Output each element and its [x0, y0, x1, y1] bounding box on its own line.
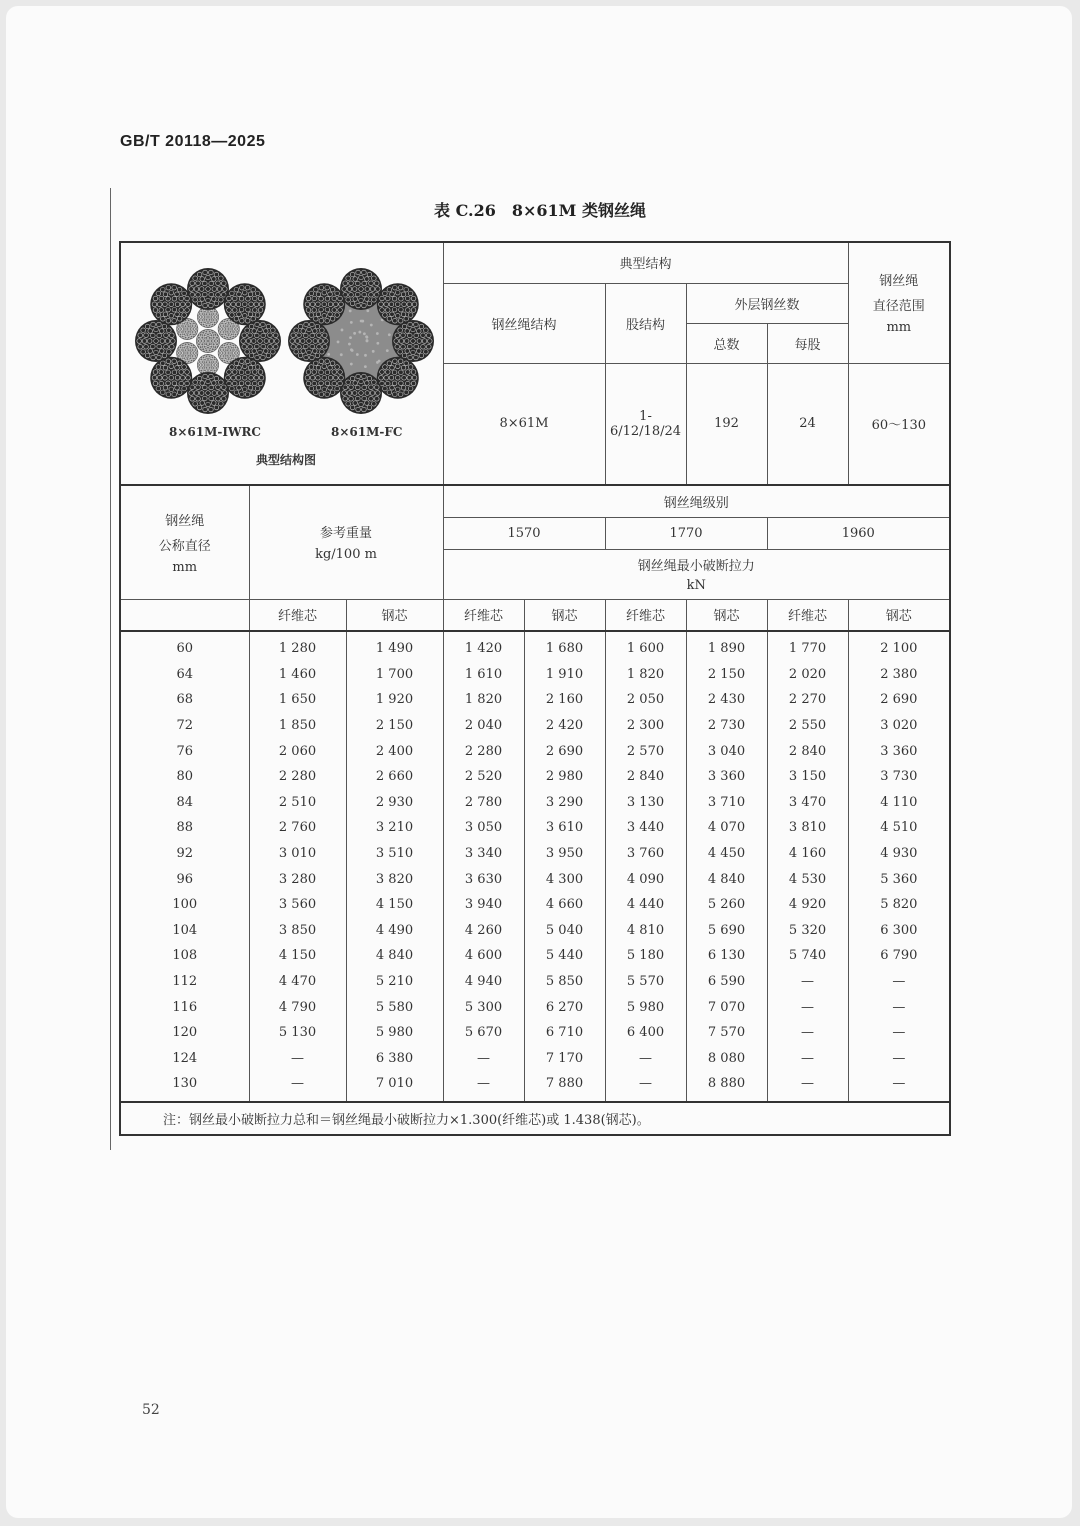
value-cell: 1 460: [249, 662, 346, 688]
nominal-diameter-cell: 104: [120, 918, 249, 944]
rope-iwrc-cross-section: [133, 266, 283, 416]
table-row: [120, 969, 950, 995]
diameter-range-header: 钢丝绳 直径范围 mm: [848, 242, 950, 363]
value-cell: 8 880: [686, 1071, 767, 1102]
nominal-diameter-cell: 116: [120, 994, 249, 1020]
nominal-diameter-cell: 88: [120, 815, 249, 841]
value-cell: 2 300: [605, 713, 686, 739]
value-cell: 1 650: [249, 687, 346, 713]
value-cell: 6 130: [686, 943, 767, 969]
core-header-blank: [120, 599, 249, 631]
value-cell: 7 570: [686, 1020, 767, 1046]
value-cell: 4 090: [605, 866, 686, 892]
nominal-diameter-cell: 72: [120, 713, 249, 739]
page-number: 52: [142, 1402, 160, 1418]
value-cell: 2 380: [848, 662, 950, 688]
nominal-diameter-cell: 76: [120, 738, 249, 764]
value-cell: 1 890: [686, 631, 767, 662]
value-cell: 3 850: [249, 918, 346, 944]
value-cell: 3 940: [443, 892, 524, 918]
value-cell: 4 450: [686, 841, 767, 867]
value-cell: 2 690: [524, 738, 605, 764]
value-cell: 2 730: [686, 713, 767, 739]
value-cell: —: [848, 1020, 950, 1046]
value-cell: 7 070: [686, 994, 767, 1020]
table-title: 表 C.26 8×61M 类钢丝绳: [434, 201, 646, 220]
value-cell: —: [767, 1046, 848, 1072]
outer-wires-per-strand-header: 每股: [767, 323, 848, 363]
value-cell: 5 980: [346, 1020, 443, 1046]
value-cell: 2 150: [346, 713, 443, 739]
table-row: [120, 1071, 950, 1102]
value-cell: 5 850: [524, 969, 605, 995]
value-cell: 2 510: [249, 790, 346, 816]
value-cell: 3 210: [346, 815, 443, 841]
grade-1960: 1960: [767, 517, 950, 549]
nominal-diameter-cell: 124: [120, 1046, 249, 1072]
value-cell: 1 600: [605, 631, 686, 662]
value-cell: 7 880: [524, 1071, 605, 1102]
value-cell: 5 180: [605, 943, 686, 969]
value-cell: 6 790: [848, 943, 950, 969]
min-breaking-force-header: 钢丝绳最小破断拉力 kN: [443, 549, 950, 599]
value-cell: 2 020: [767, 662, 848, 688]
table-row: [120, 713, 950, 739]
outer-wires-per-strand-value: 24: [767, 363, 848, 485]
value-cell: 4 510: [848, 815, 950, 841]
table-row: [120, 815, 950, 841]
value-cell: 4 150: [346, 892, 443, 918]
value-cell: 1 820: [443, 687, 524, 713]
value-cell: 1 280: [249, 631, 346, 662]
weight-fiber-core-header: 纤维芯: [249, 599, 346, 631]
table-row: [120, 943, 950, 969]
value-cell: 3 010: [249, 841, 346, 867]
margin-rule: [110, 188, 111, 1150]
value-cell: 3 280: [249, 866, 346, 892]
nominal-diameter-cell: 112: [120, 969, 249, 995]
nominal-diameter-cell: 120: [120, 1020, 249, 1046]
value-cell: 5 130: [249, 1020, 346, 1046]
value-cell: 4 300: [524, 866, 605, 892]
value-cell: —: [443, 1046, 524, 1072]
nominal-diameter-cell: 64: [120, 662, 249, 688]
value-cell: 1 820: [605, 662, 686, 688]
standard-code: GB/T 20118—2025: [120, 133, 266, 150]
diameter-range-value: 60～130: [848, 363, 950, 485]
outer-wires-total-header: 总数: [686, 323, 767, 363]
value-cell: 2 430: [686, 687, 767, 713]
value-cell: 2 660: [346, 764, 443, 790]
value-cell: 3 810: [767, 815, 848, 841]
value-cell: 4 150: [249, 943, 346, 969]
outer-wires-total-value: 192: [686, 363, 767, 485]
value-cell: 3 560: [249, 892, 346, 918]
value-cell: 2 550: [767, 713, 848, 739]
structure-figure-cell: [120, 242, 443, 485]
value-cell: —: [848, 1071, 950, 1102]
value-cell: 1 770: [767, 631, 848, 662]
value-cell: 3 950: [524, 841, 605, 867]
table-row: [120, 687, 950, 713]
value-cell: 2 050: [605, 687, 686, 713]
value-cell: 4 110: [848, 790, 950, 816]
value-cell: 5 570: [605, 969, 686, 995]
nominal-diameter-cell: 80: [120, 764, 249, 790]
value-cell: 8 080: [686, 1046, 767, 1072]
value-cell: 2 420: [524, 713, 605, 739]
value-cell: 2 570: [605, 738, 686, 764]
value-cell: 4 810: [605, 918, 686, 944]
value-cell: 3 040: [686, 738, 767, 764]
value-cell: 4 070: [686, 815, 767, 841]
figure-caption: 典型结构图: [255, 452, 316, 467]
value-cell: 3 510: [346, 841, 443, 867]
rope-structure-header: 钢丝绳结构: [443, 283, 605, 363]
value-cell: 3 820: [346, 866, 443, 892]
value-cell: 4 840: [686, 866, 767, 892]
value-cell: 5 040: [524, 918, 605, 944]
table-row: [120, 1020, 950, 1046]
table-row: [120, 892, 950, 918]
value-cell: 6 710: [524, 1020, 605, 1046]
value-cell: 4 940: [443, 969, 524, 995]
spec-table: [119, 241, 951, 1136]
value-cell: —: [249, 1071, 346, 1102]
table-row: [120, 1046, 950, 1072]
value-cell: 1 910: [524, 662, 605, 688]
value-cell: 2 150: [686, 662, 767, 688]
table-row: [120, 662, 950, 688]
value-cell: —: [767, 994, 848, 1020]
value-cell: 5 980: [605, 994, 686, 1020]
nominal-diameter-cell: 100: [120, 892, 249, 918]
value-cell: 5 690: [686, 918, 767, 944]
value-cell: 2 840: [767, 738, 848, 764]
value-cell: 1 850: [249, 713, 346, 739]
value-cell: 1 680: [524, 631, 605, 662]
value-cell: 2 100: [848, 631, 950, 662]
value-cell: 2 930: [346, 790, 443, 816]
value-cell: 2 520: [443, 764, 524, 790]
value-cell: 1 420: [443, 631, 524, 662]
value-cell: 2 760: [249, 815, 346, 841]
table-note: 注：钢丝最小破断拉力总和＝钢丝绳最小破断拉力×1.300(纤维芯)或 1.438(钢芯)。: [120, 1102, 950, 1135]
value-cell: 4 490: [346, 918, 443, 944]
grade-1770: 1770: [605, 517, 767, 549]
table-row: [120, 866, 950, 892]
value-cell: 6 300: [848, 918, 950, 944]
value-cell: 5 580: [346, 994, 443, 1020]
table-row: [120, 841, 950, 867]
nominal-diameter-cell: 60: [120, 631, 249, 662]
weight-steel-core-header: 钢芯: [346, 599, 443, 631]
table-row: [120, 764, 950, 790]
value-cell: 4 470: [249, 969, 346, 995]
value-cell: 3 360: [686, 764, 767, 790]
strand-structure-header: 股结构: [605, 283, 686, 363]
value-cell: —: [848, 969, 950, 995]
figure-label-iwrc: 8×61M-IWRC: [169, 424, 261, 439]
g1770-fiber-core-header: 纤维芯: [605, 599, 686, 631]
value-cell: 6 400: [605, 1020, 686, 1046]
grade-1570: 1570: [443, 517, 605, 549]
value-cell: 2 840: [605, 764, 686, 790]
value-cell: 4 920: [767, 892, 848, 918]
value-cell: 6 590: [686, 969, 767, 995]
value-cell: 2 270: [767, 687, 848, 713]
rope-grade-header: 钢丝绳级别: [443, 485, 950, 517]
nominal-diameter-cell: 130: [120, 1071, 249, 1102]
value-cell: 4 660: [524, 892, 605, 918]
value-cell: 5 440: [524, 943, 605, 969]
rope-fc-cross-section: [286, 266, 436, 416]
strand-structure-value: 1-6/12/18/24: [605, 363, 686, 485]
value-cell: 5 360: [848, 866, 950, 892]
value-cell: —: [848, 994, 950, 1020]
figure-label-fc: 8×61M-FC: [331, 424, 403, 439]
typical-structure-header: 典型结构: [443, 242, 848, 283]
value-cell: 2 040: [443, 713, 524, 739]
g1960-steel-core-header: 钢芯: [848, 599, 950, 631]
nominal-diameter-cell: 92: [120, 841, 249, 867]
value-cell: —: [767, 1071, 848, 1102]
nominal-diameter-cell: 108: [120, 943, 249, 969]
nominal-diameter-cell: 96: [120, 866, 249, 892]
value-cell: 5 740: [767, 943, 848, 969]
data-rows: [120, 631, 950, 1102]
value-cell: 5 210: [346, 969, 443, 995]
value-cell: 7 170: [524, 1046, 605, 1072]
value-cell: 4 440: [605, 892, 686, 918]
value-cell: 4 600: [443, 943, 524, 969]
value-cell: 3 440: [605, 815, 686, 841]
value-cell: 3 290: [524, 790, 605, 816]
value-cell: 3 760: [605, 841, 686, 867]
value-cell: 4 160: [767, 841, 848, 867]
value-cell: 1 490: [346, 631, 443, 662]
nominal-diameter-cell: 84: [120, 790, 249, 816]
value-cell: 2 280: [443, 738, 524, 764]
value-cell: 2 690: [848, 687, 950, 713]
value-cell: 1 610: [443, 662, 524, 688]
value-cell: 3 610: [524, 815, 605, 841]
value-cell: 4 530: [767, 866, 848, 892]
reference-weight-header: 参考重量 kg/100 m: [249, 485, 443, 599]
value-cell: 3 340: [443, 841, 524, 867]
value-cell: 2 160: [524, 687, 605, 713]
value-cell: 2 980: [524, 764, 605, 790]
value-cell: 1 920: [346, 687, 443, 713]
value-cell: 5 670: [443, 1020, 524, 1046]
value-cell: 6 270: [524, 994, 605, 1020]
value-cell: 4 930: [848, 841, 950, 867]
value-cell: 3 630: [443, 866, 524, 892]
table-row: [120, 790, 950, 816]
g1770-steel-core-header: 钢芯: [686, 599, 767, 631]
outer-wires-header: 外层钢丝数: [686, 283, 848, 323]
value-cell: —: [605, 1046, 686, 1072]
value-cell: 7 010: [346, 1071, 443, 1102]
table-row: [120, 631, 950, 662]
value-cell: 4 790: [249, 994, 346, 1020]
value-cell: —: [443, 1071, 524, 1102]
value-cell: —: [767, 1020, 848, 1046]
nominal-diameter-cell: 68: [120, 687, 249, 713]
value-cell: 3 150: [767, 764, 848, 790]
rope-structure-value: 8×61M: [443, 363, 605, 485]
g1570-fiber-core-header: 纤维芯: [443, 599, 524, 631]
nominal-diameter-header: 钢丝绳 公称直径 mm: [120, 485, 249, 599]
value-cell: 2 400: [346, 738, 443, 764]
value-cell: 5 320: [767, 918, 848, 944]
value-cell: 3 470: [767, 790, 848, 816]
g1960-fiber-core-header: 纤维芯: [767, 599, 848, 631]
value-cell: —: [249, 1046, 346, 1072]
value-cell: 5 260: [686, 892, 767, 918]
value-cell: —: [767, 969, 848, 995]
table-row: [120, 994, 950, 1020]
value-cell: 5 300: [443, 994, 524, 1020]
value-cell: —: [605, 1071, 686, 1102]
g1570-steel-core-header: 钢芯: [524, 599, 605, 631]
value-cell: 2 060: [249, 738, 346, 764]
value-cell: 3 050: [443, 815, 524, 841]
value-cell: 5 820: [848, 892, 950, 918]
value-cell: 2 780: [443, 790, 524, 816]
value-cell: 2 280: [249, 764, 346, 790]
value-cell: 3 730: [848, 764, 950, 790]
value-cell: 4 840: [346, 943, 443, 969]
value-cell: —: [848, 1046, 950, 1072]
table-row: [120, 738, 950, 764]
value-cell: 6 380: [346, 1046, 443, 1072]
table-row: [120, 918, 950, 944]
value-cell: 3 360: [848, 738, 950, 764]
value-cell: 4 260: [443, 918, 524, 944]
value-cell: 3 710: [686, 790, 767, 816]
value-cell: 1 700: [346, 662, 443, 688]
value-cell: 3 130: [605, 790, 686, 816]
value-cell: 3 020: [848, 713, 950, 739]
